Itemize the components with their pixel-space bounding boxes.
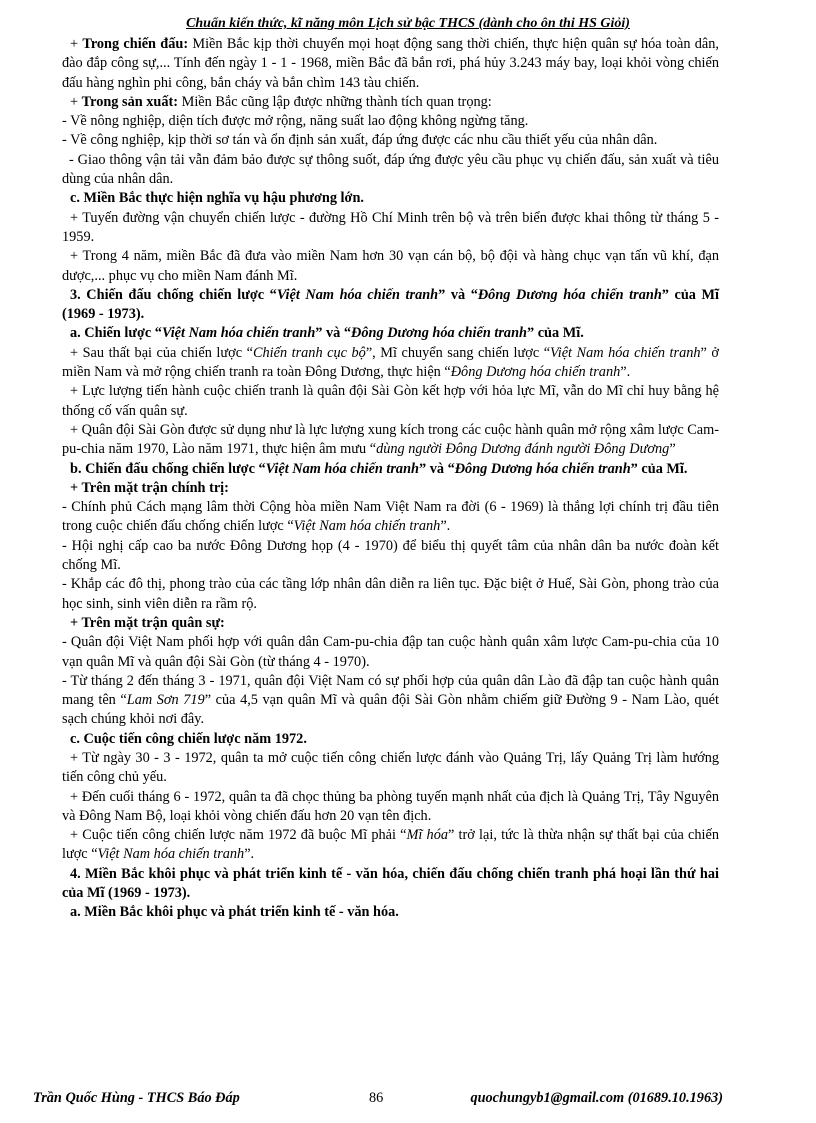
text-run: + Từ ngày 30 - 3 - 1972, quân ta mở cuộc tiến công chiến lược đánh vào Quảng Trị, lấy Quảng Trị làm hướng tiến công chủ yếu. — [62, 749, 719, 786]
paragraph — [62, 286, 719, 325]
paragraph — [62, 826, 719, 865]
paragraph — [62, 749, 719, 788]
text-run: ” và “ — [315, 325, 352, 342]
text-run: + Cuộc tiến công chiến lược năm 1972 đã buộc Mĩ phải “ — [70, 827, 407, 844]
text-run: Việt Nam hóa chiến tranh — [265, 460, 419, 477]
text-run: - Về nông nghiệp, diện tích được mở rộng, năng suất lao động không ngừng tăng. — [62, 113, 529, 130]
text-run: ” của Mĩ. — [630, 460, 688, 477]
paragraph — [62, 112, 719, 131]
paragraph — [62, 382, 719, 421]
paragraph — [62, 865, 719, 904]
page-header-title: Chuẩn kiến thức, kĩ năng môn Lịch sử bậc THCS (dành cho ôn thi HS Giỏi) — [186, 16, 630, 31]
paragraph — [62, 498, 719, 537]
footer-contact: quochungyb1@gmail.com (01689.10.1963) — [470, 1090, 723, 1106]
text-run: a. Miền Bắc khôi phục và phát triển kinh tế - văn hóa. — [70, 904, 399, 921]
text-run: Việt Nam hóa chiến tranh — [97, 846, 245, 863]
text-run: Việt Nam hóa chiến tranh — [550, 344, 701, 361]
paragraph — [62, 209, 719, 248]
paragraph — [62, 479, 719, 498]
footer-author: Trần Quốc Hùng - THCS Báo Đáp — [33, 1090, 240, 1106]
text-run: ”. — [440, 518, 451, 535]
text-run: Miền Bắc kịp thời chuyển mọi hoạt động sang thời chiến, thực hiện quân sự hóa toàn dân, đào đắp công sự,... Tính đến ngày 1 - 1 - 1968, miền Bắc đã bắn rơi, phá hủy 3.243 máy bay, loại khỏi vòng chiến đấu hàng nghìn phi công, bắn cháy và bắn chìm 143 tàu chiến. — [62, 36, 719, 91]
paragraph — [62, 189, 719, 208]
text-run: Miền Bắc cũng lập được những thành tích quan trọng: — [178, 93, 492, 110]
text-run: Đông Dương hóa chiến tranh — [351, 325, 527, 342]
text-run: - Hội nghị cấp cao ba nước Đông Dương họp (4 - 1970) để biểu thị quyết tâm của nhân dân ba nước đoàn kết chống Mĩ. — [62, 537, 719, 574]
text-run: ” — [669, 441, 676, 458]
text-run: + Đến cuối tháng 6 - 1972, quân ta đã chọc thủng ba phòng tuyến mạnh nhất của địch là Quảng Trị, Tây Nguyên và Đông Nam Bộ, loại khỏi vòng chiến đấu hơn 20 vạn tên địch. — [62, 788, 719, 824]
text-run: ”. — [620, 364, 631, 381]
text-run: ” của Mĩ. — [526, 325, 584, 342]
text-run: Lam Sơn 719 — [126, 692, 205, 709]
text-run: ”, Mĩ chuyển sang chiến lược “ — [365, 344, 551, 361]
text-run: + Trong 4 năm, miền Bắc đã đưa vào miền Nam hơn 30 vạn cán bộ, bộ đội và hàng chục vạn tấn vũ khí, đạn dược,... phục vụ cho miền Nam đánh Mĩ. — [62, 248, 719, 284]
text-run: - Từ tháng 2 đến tháng 3 - 1971, quân đội Việt Nam có sự phối hợp của quân dân Lào đã đập tan cuộc hành quân mang tên “ — [62, 672, 719, 709]
text-run: ” và “ — [418, 460, 455, 477]
paragraph — [62, 460, 719, 479]
paragraph — [62, 730, 719, 749]
paragraph — [62, 421, 719, 460]
paragraph — [62, 35, 719, 93]
text-run: - Khắp các đô thị, phong trào của các tầng lớp nhân dân diễn ra liên tục. Đặc biệt ở Huế, Sài Gòn, phong trào của học sinh, sinh viên diễn ra rầm rộ. — [62, 576, 719, 612]
paragraph — [62, 633, 719, 672]
paragraph — [62, 344, 719, 383]
text-run: + Sau thất bại của chiến lược “ — [70, 344, 253, 361]
text-run: 3. Chiến đấu chống chiến lược “ — [70, 286, 277, 303]
text-run: 4. Miền Bắc khôi phục và phát triển kinh tế - văn hóa, chiến đấu chống chiến tranh phá hoại lần thứ hai của Mĩ (1969 - 1973). — [62, 865, 719, 902]
paragraph — [62, 903, 719, 922]
paragraph — [62, 151, 719, 190]
page-footer — [33, 1090, 723, 1110]
text-run: a. Chiến lược “ — [70, 325, 162, 342]
document-body — [62, 35, 719, 923]
text-run: Việt Nam hóa chiến tranh — [293, 518, 441, 535]
text-run: + Trên mặt trận quân sự: — [70, 614, 225, 631]
paragraph — [62, 131, 719, 150]
footer-page-number: 86 — [369, 1090, 384, 1106]
text-run: Đông Dương hóa chiến tranh — [477, 286, 662, 303]
text-run: + Tuyến đường vận chuyển chiến lược - đường Hồ Chí Minh trên bộ và trên biển được khai thông từ tháng 5 - 1959. — [62, 209, 719, 245]
text-run: + — [70, 36, 83, 52]
paragraph — [62, 614, 719, 633]
text-run: + Lực lượng tiến hành cuộc chiến tranh là quân đội Sài Gòn kết hợp với hỏa lực Mĩ, vẫn do Mĩ chỉ huy bằng hệ thống cố vấn quân sự. — [62, 383, 719, 419]
paragraph — [62, 788, 719, 827]
paragraph — [62, 247, 719, 286]
text-run: + — [70, 93, 82, 110]
paragraph — [62, 324, 719, 343]
paragraph — [62, 575, 719, 614]
text-run: Mĩ hóa — [406, 827, 449, 844]
paragraph — [62, 672, 719, 730]
text-run: ” của Mĩ (1969 - 1973). — [62, 286, 719, 323]
text-run: Trong sản xuất: — [81, 93, 179, 110]
text-run: ”. — [244, 846, 255, 863]
text-run: + Quân đội Sài Gòn được sử dụng như là lực lượng xung kích trong các cuộc hành quân mở rộng xâm lược Cam-pu-chia năm 1970, Lào năm 1971, thực hiện âm mưu “ — [62, 421, 720, 458]
text-run: b. Chiến đấu chống chiến lược “ — [70, 460, 266, 477]
text-run: ” ở miền Nam và mở rộng chiến tranh ra toàn Đông Dương, thực hiện “ — [62, 344, 719, 381]
text-run: + Trên mặt trận chính trị: — [70, 479, 229, 496]
text-run: - Về công nghiệp, kịp thời sơ tán và ổn định sản xuất, đáp ứng được các nhu cầu thiết yếu của nhân dân. — [62, 132, 658, 149]
text-run: ” và “ — [438, 286, 478, 303]
text-run: Việt Nam hóa chiến tranh — [161, 325, 316, 342]
text-run: c. Cuộc tiến công chiến lược năm 1972. — [70, 730, 307, 747]
text-run: c. Miền Bắc thực hiện nghĩa vụ hậu phương lớn. — [70, 190, 364, 207]
paragraph — [62, 537, 719, 576]
text-run: - Chính phủ Cách mạng lâm thời Cộng hòa miền Nam Việt Nam ra đời (6 - 1969) là thắng lợi chính trị đầu tiên trong cuộc chiến đấu chống chiến lược “ — [62, 499, 719, 535]
text-run: Đông Dương hóa chiến tranh — [454, 460, 631, 477]
text-run: Trong chiến đấu: — [82, 36, 189, 52]
text-run: ” của 4,5 vạn quân Mĩ và quân đội Sài Gòn nhằm chiếm giữ Đường 9 - Nam Lào, quét sạch chúng khỏi nơi đây. — [62, 692, 719, 728]
text-run: Chiến tranh cục bộ — [252, 344, 366, 361]
text-run: Việt Nam hóa chiến tranh — [276, 286, 439, 303]
text-run: Đông Dương hóa chiến tranh — [450, 364, 621, 381]
paragraph — [62, 93, 719, 112]
text-run: - Quân đội Việt Nam phối hợp với quân dân Cam-pu-chia đập tan cuộc hành quân xâm lược Cam-pu-chia của 10 vạn quân Mĩ và quân đội Sài Gòn (từ tháng 4 - 1970). — [62, 634, 719, 670]
text-run: - Giao thông vận tải vẫn đảm bảo được sự thông suốt, đáp ứng được yêu cầu phục vụ chiến đấu, sản xuất và tiêu dùng của nhân dân. — [62, 151, 719, 188]
text-run: ” trở lại, tức là thừa nhận sự thất bại của chiến lược “ — [62, 827, 720, 863]
text-run: dùng người Đông Dương đánh người Đông Dương — [376, 441, 670, 458]
